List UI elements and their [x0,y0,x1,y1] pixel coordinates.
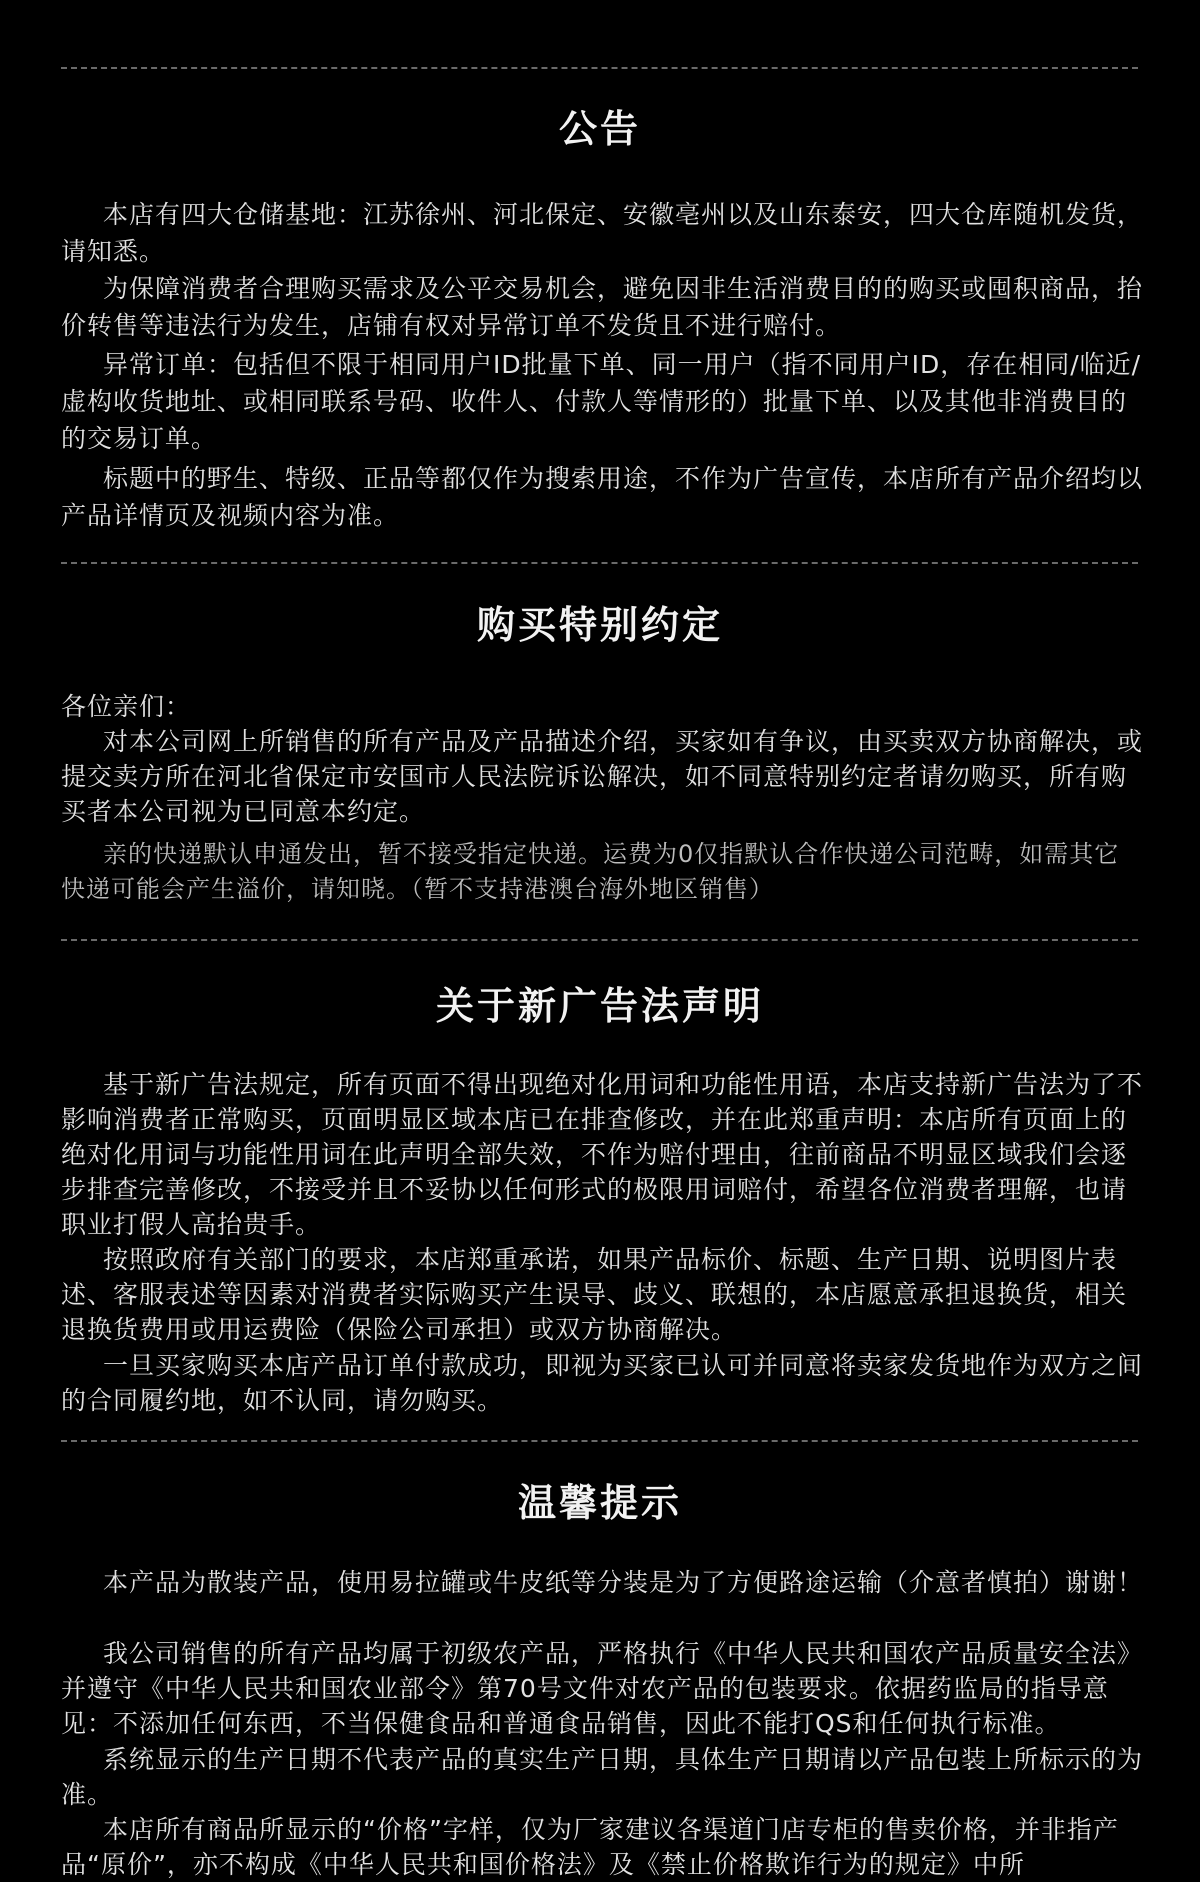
notice-paragraph-abnormal-orders: 为保障消费者合理购买需求及公平交易机会，避免因非生活消费目的的购买或囤积商品，抬价转售等违法行为发生，店铺有权对异常订单不发货且不进行赔付。 [61,274,1144,340]
section-title-advertising-law: 关于新广告法声明 [435,984,764,1028]
notice-paragraph-abnormal-definition: 异常订单：包括但不限于相同用户ID批量下单、同一用户（指不同用户ID，存在相同/临近/虚构收货地址、或相同联系号码、收件人、付款人等情形的）批量下单、以及其他非消费目的的交易订单。 [61,350,1142,453]
tips-paragraph-production-date: 系统显示的生产日期不代表产品的真实生产日期，具体生产日期请以产品包装上所标示的为准。 [61,1745,1144,1809]
section-title-warm-tips: 温馨提示 [517,1481,682,1525]
tips-paragraph-packaging: 本产品为散装产品，使用易拉罐或牛皮纸等分装是为了方便路途运输（介意者慎拍）谢谢！ [103,1568,1144,1597]
agreement-paragraph-disputes: 对本公司网上所销售的所有产品及产品描述介绍，买家如有争议，由买卖双方协商解决，或提交卖方所在河北省保定市安国市人民法院诉讼解决，如不同意特别约定者请勿购买，所有购买者本公司视为已同意本约定。 [61,727,1144,826]
section-divider [61,562,1138,564]
tips-paragraph-price: 本店所有商品所显示的“价格”字样，仅为厂家建议各渠道门店专柜的售卖价格，并非指产品“原价”，亦不构成《中华人民共和国价格法》及《禁止价格欺诈行为的规定》中所 [61,1815,1119,1879]
section-divider [61,1440,1138,1442]
adlaw-paragraph-statement: 基于新广告法规定，所有页面不得出现绝对化用词和功能性用语，本店支持新广告法为了不影响消费者正常购买，页面明显区域本店已在排查修改，并在此郑重声明：本店所有页面上的绝对化用词与功能性用词在此声明全部失效，不作为赔付理由，往前商品不明显区域我们会逐步排查完善修改，不接受并且不妥协以任何形式的极限用词赔付，希望各位消费者理解，也请职业打假人高抬贵手。 [61,1070,1144,1239]
adlaw-paragraph-commitment: 按照政府有关部门的要求，本店郑重承诺，如果产品标价、标题、生产日期、说明图片表述、客服表述等因素对消费者实际购买产生误导、歧义、联想的，本店愿意承担退换货，相关退换货费用或用运费险（保险公司承担）或双方协商解决。 [61,1245,1128,1344]
section-divider [61,939,1138,941]
notice-paragraph-warehouses: 本店有四大仓储基地：江苏徐州、河北保定、安徽亳州以及山东泰安，四大仓库随机发货，请知悉。 [61,200,1144,266]
agreement-greeting: 各位亲们： [61,692,192,721]
tips-paragraph-agricultural: 我公司销售的所有产品均属于初级农产品，严格执行《中华人民共和国农产品质量安全法》并遵守《中华人民共和国农业部令》第70号文件对农产品的包装要求。依据药监局的指导意见：不添加任何东西，不当保健食品和普通食品销售，因此不能打QS和任何执行标准。 [61,1639,1144,1738]
agreement-paragraph-shipping: 亲的快递默认申通发出，暂不接受指定快递。运费为0仅指默认合作快递公司范畴，如需其它快递可能会产生溢价，请知晓。（暂不支持港澳台海外地区销售） [61,840,1120,903]
adlaw-paragraph-contract-place: 一旦买家购买本店产品订单付款成功，即视为买家已认可并同意将卖家发货地作为双方之间的合同履约地，如不认同，请勿购买。 [61,1351,1144,1415]
section-title-purchase-agreement: 购买特别约定 [476,603,723,647]
section-title-notice: 公告 [558,107,641,151]
section-divider [61,67,1138,69]
notice-paragraph-title-keywords: 标题中的野生、特级、正品等都仅作为搜索用途，不作为广告宣传，本店所有产品介绍均以产品详情页及视频内容为准。 [61,464,1144,530]
